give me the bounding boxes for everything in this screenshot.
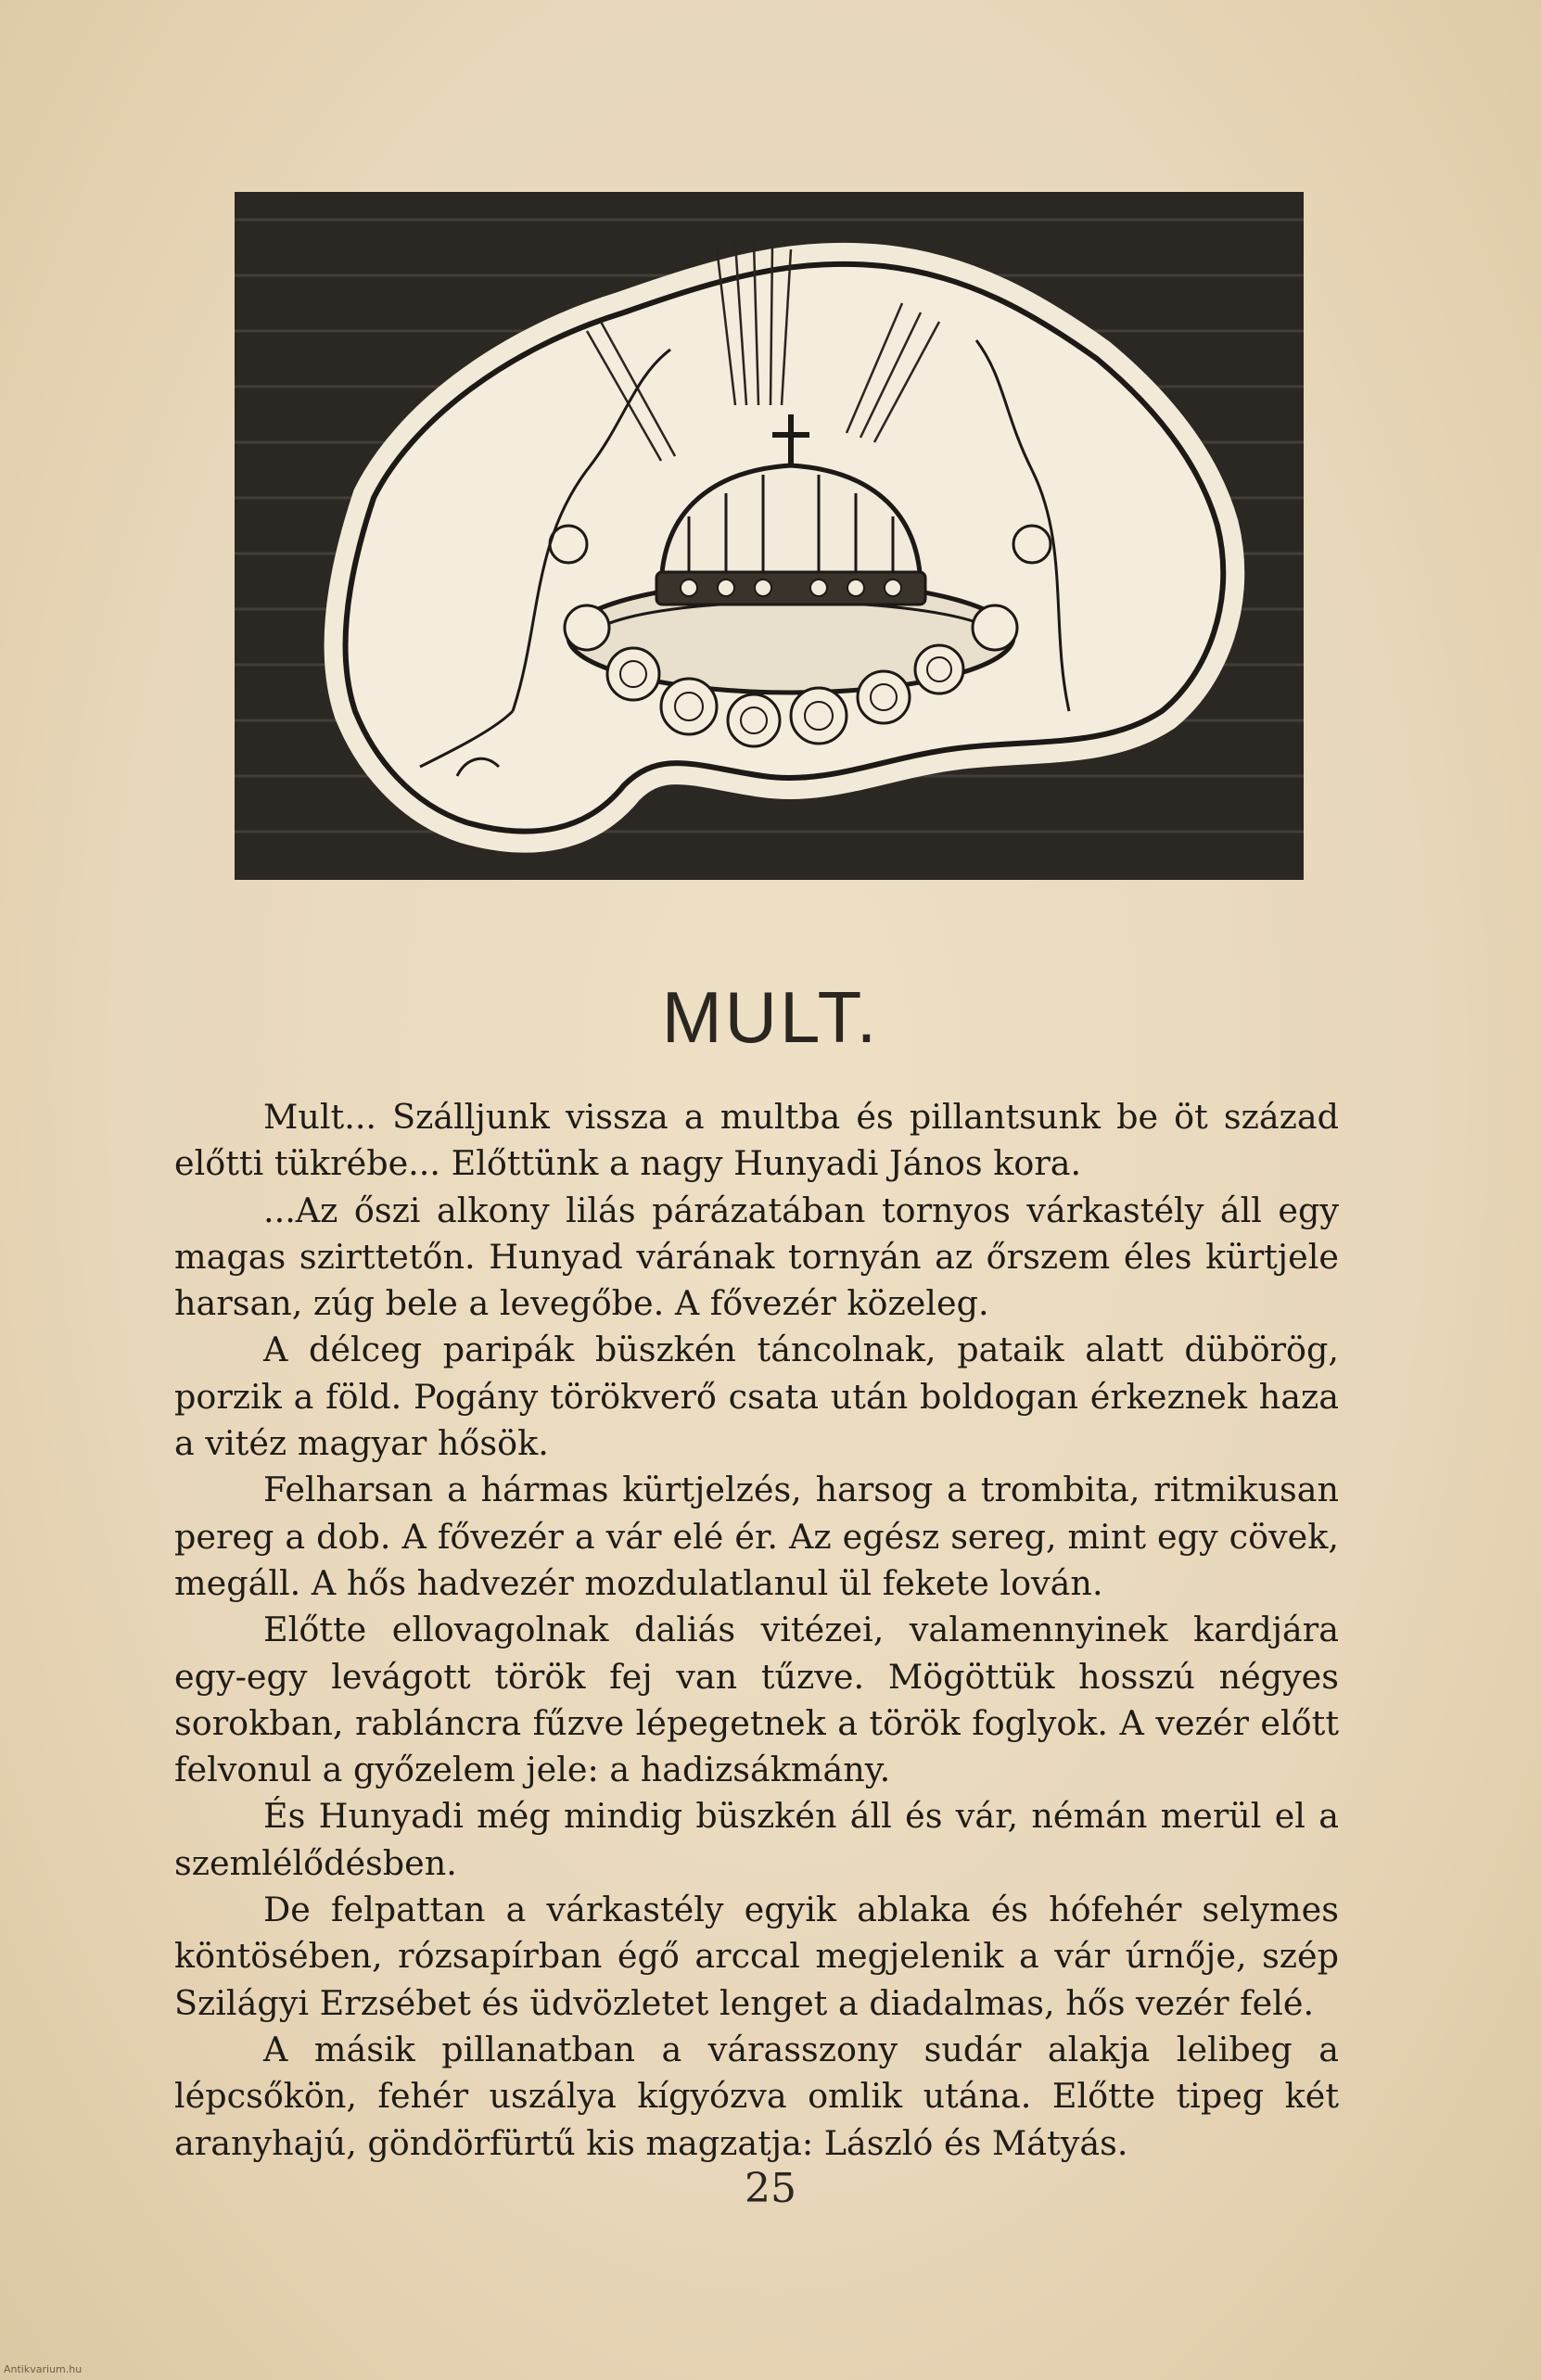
paragraph: ...Az őszi alkony lilás párázatában tornyos várkastély áll egy magas szirttetőn. Hunyad várának tornyán az őrszem éles kürtjele harsan, zúg bele a levegőbe. A fővezér közeleg.: [174, 1190, 1339, 1324]
paragraph: Felharsan a hármas kürtjelzés, harsog a trombita, ritmikusan pereg a dob. A fővezér a vár elé ér. Az egész sereg, mint egy cövek, megáll. A hős hadvezér mozdulatlanul ül fekete lován.: [174, 1470, 1339, 1603]
paragraph: És Hunyadi még mindig büszkén áll és vár, némán merül el a szemlélődésben.: [174, 1796, 1339, 1883]
body-text: [174, 1094, 1339, 2167]
crown-on-cushion-with-roses-map-icon: [235, 192, 1304, 880]
page-number: 25: [745, 2165, 796, 2212]
paragraph: Előtte ellovagolnak daliás vitézei, valamennyinek kardjára egy-egy levágott török fej van tűzve. Mögöttük hosszú négyes sorokban, rabláncra fűzve lépegetnek a török foglyok. A vezér előtt felvonul a győzelem jele: a hadizsákmány.: [174, 1610, 1339, 1790]
paragraph: A másik pillanatban a várasszony sudár alakja lelibeg a lépcsőkön, fehér uszálya kígyózva omlik utána. Előtte tipeg két aranyhajú, göndörfürtű kis magzatja: László és Mátyás.: [174, 2029, 1339, 2163]
paragraph: A délceg paripák büszkén táncolnak, pataik alatt dübörög, porzik a föld. Pogány törökverő csata után boldogan érkeznek haza a vitéz magyar hősök.: [174, 1330, 1339, 1464]
paragraph: De felpattan a várkastély egyik ablaka és hófehér selymes köntösében, rózsapírban égő arccal megjelenik a vár úrnője, szép Szilágyi Erzsébet és üdvözletet lenget a diadalmas, hős vezér felé.: [174, 1890, 1339, 2023]
watermark: Antikvarium.hu: [4, 2363, 83, 2375]
paragraph: Mult... Szálljunk vissza a multba és pillantsunk be öt század előtti tükrébe... Előttünk a nagy Hunyadi János kora.: [174, 1097, 1339, 1184]
page-title: MULT.: [661, 976, 880, 1058]
